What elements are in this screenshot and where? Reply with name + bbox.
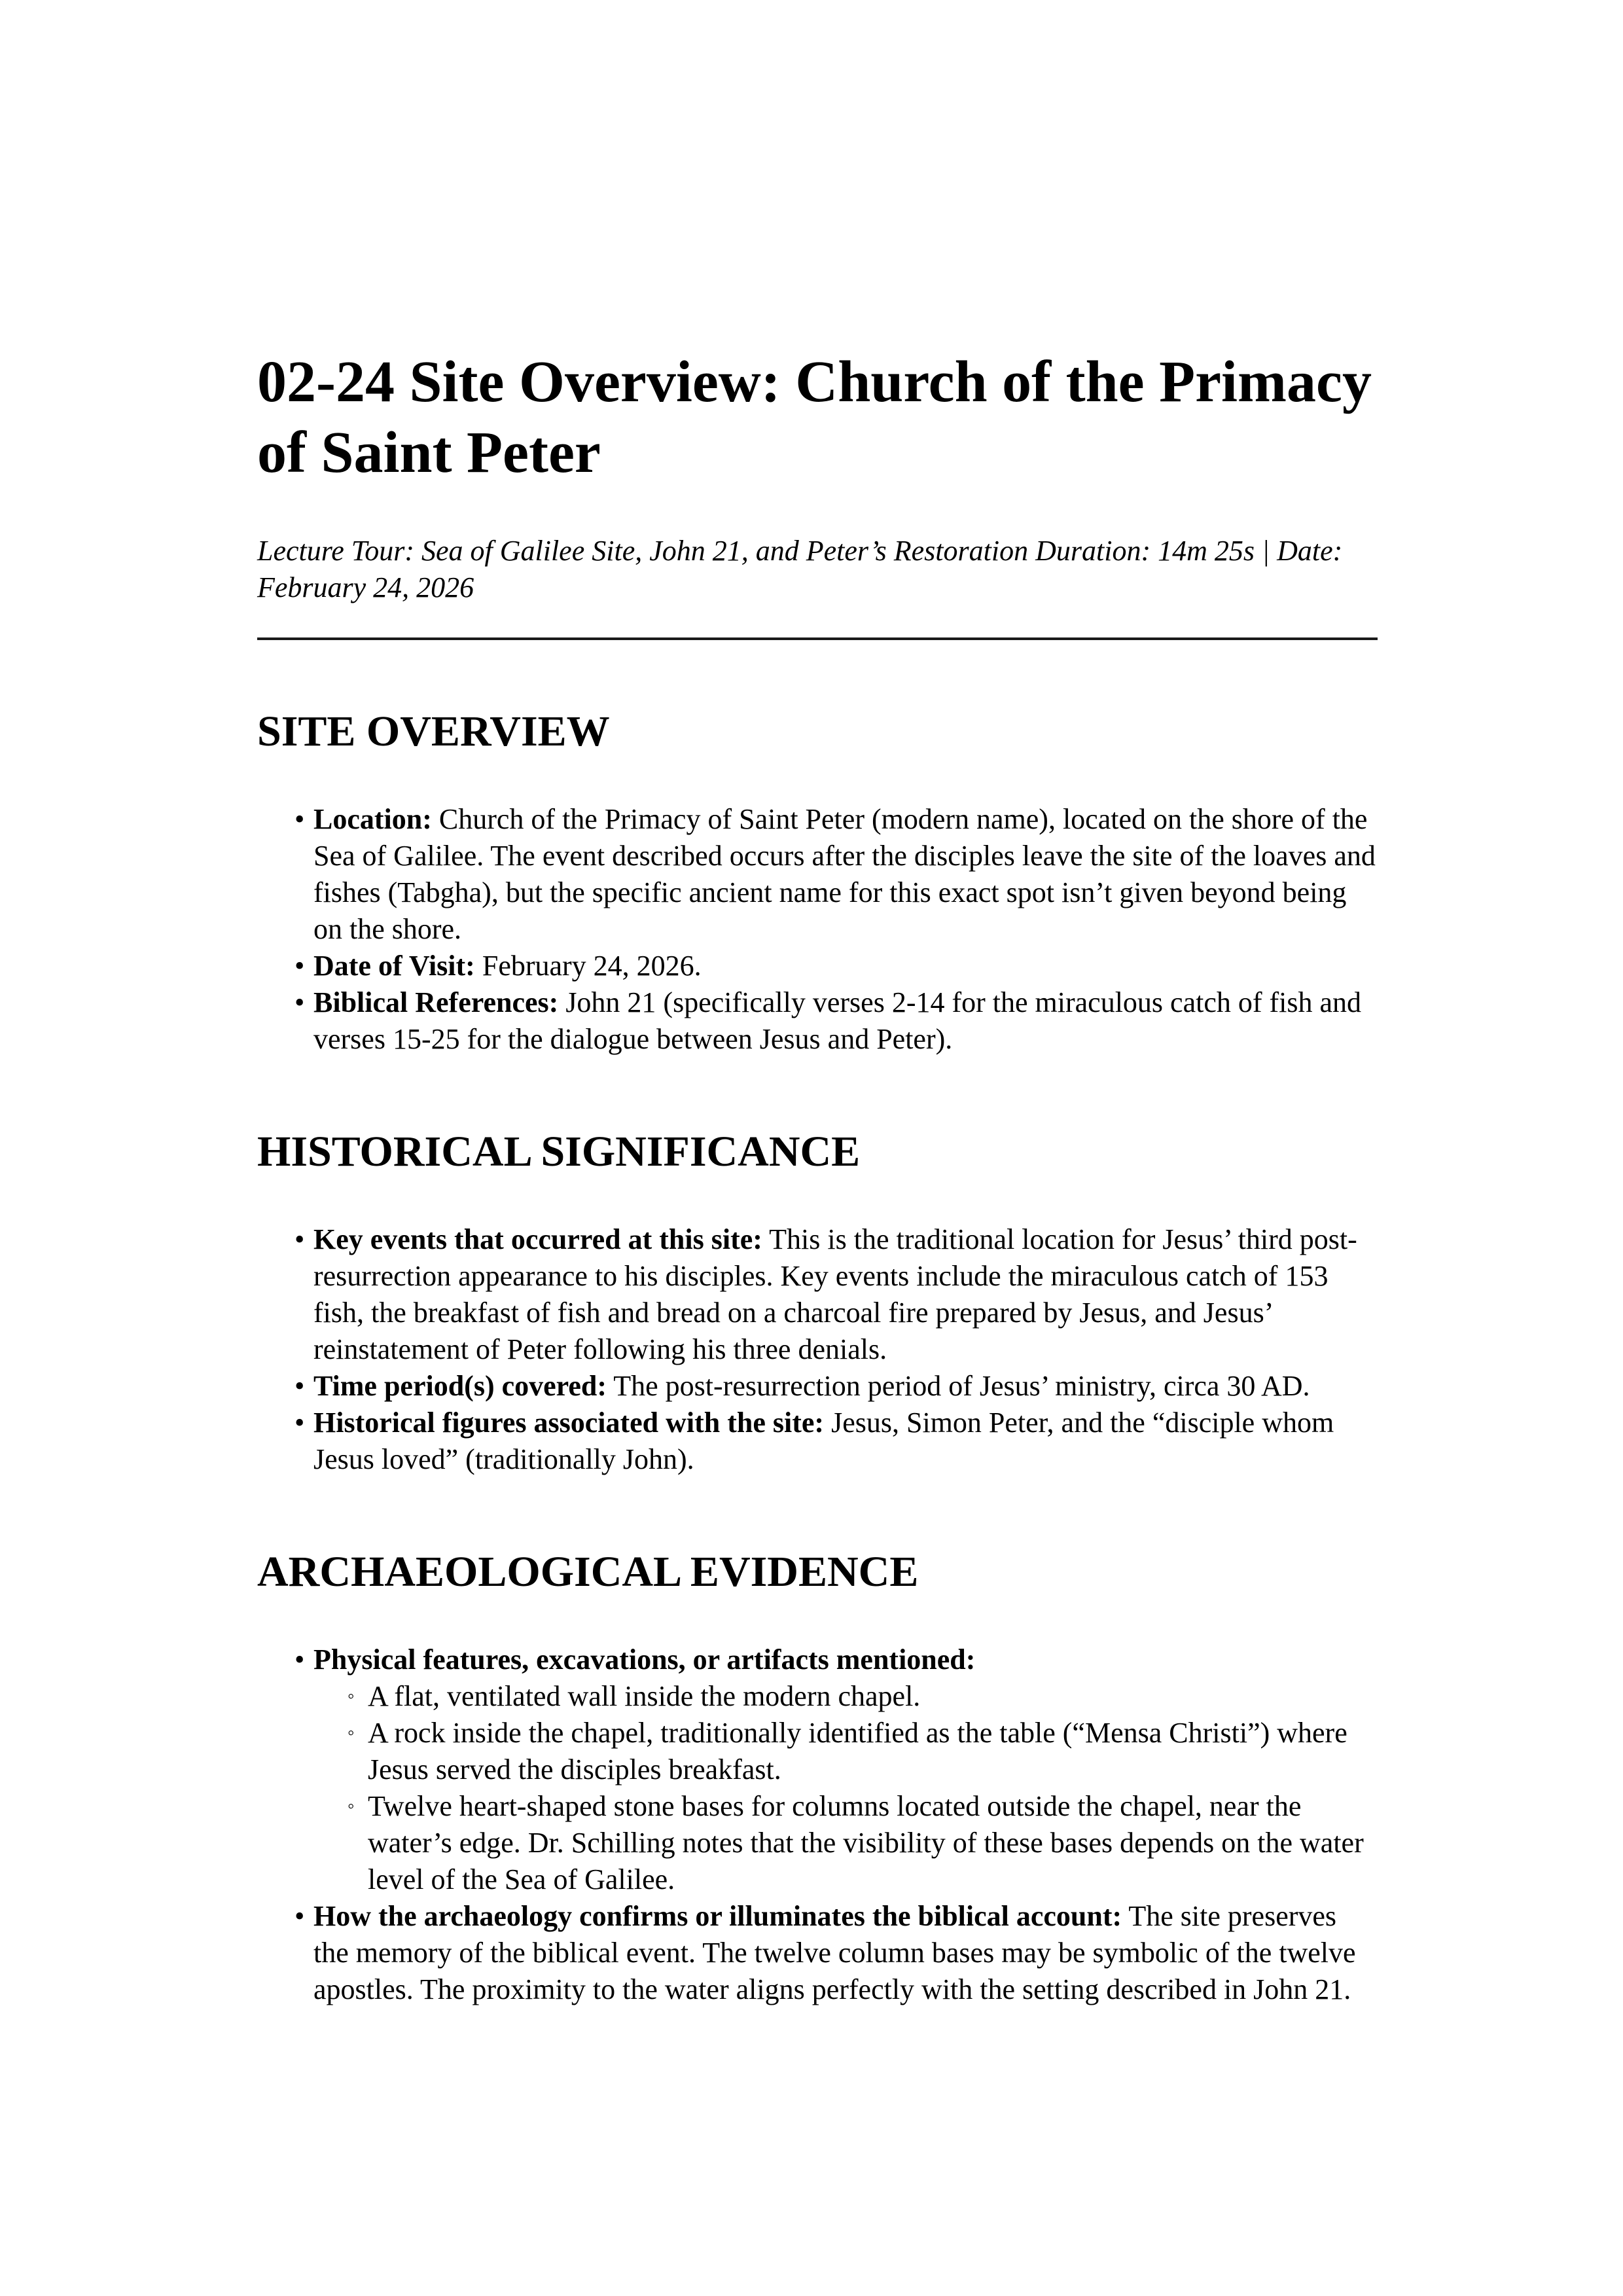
item-label: Key events that occurred at this site:	[313, 1223, 762, 1255]
item-label: How the archaeology confirms or illuminates the biblical account:	[313, 1900, 1122, 1932]
horizontal-rule	[257, 637, 1378, 640]
item-text: The post-resurrection period of Jesus’ ministry, circa 30 AD.	[607, 1370, 1310, 1402]
item-text: February 24, 2026.	[474, 950, 702, 982]
item-label: Biblical References:	[313, 986, 559, 1018]
document-subtitle: Lecture Tour: Sea of Galilee Site, John 21, and Peter’s Restoration Duration: 14m 25s | Date: February 24, 2026	[257, 535, 1343, 603]
sub-list-item: ◦ A flat, ventilated wall inside the modern chapel.	[313, 1678, 1378, 1715]
section-heading: HISTORICAL SIGNIFICANCE	[257, 1128, 861, 1175]
item-label: Date of Visit:	[313, 950, 475, 982]
item-text: Jesus, Simon Peter, and the “disciple whom Jesus loved” (traditionally John).	[313, 1407, 1334, 1475]
section-heading: SITE OVERVIEW	[257, 708, 610, 755]
item-text: John 21 (specifically verses 2-14 for the miraculous catch of fish and verses 15-25 for the dialogue between Jesus and Peter).	[313, 986, 1362, 1055]
item-label: Historical figures associated with the site:	[313, 1407, 825, 1439]
section-heading: ARCHAEOLOGICAL EVIDENCE	[257, 1548, 919, 1596]
document-title: 02-24 Site Overview: Church of the Primacy of Saint Peter	[257, 350, 1372, 485]
item-label: Location:	[313, 803, 432, 835]
item-label: Time period(s) covered:	[313, 1370, 607, 1402]
list-item	[257, 1221, 1378, 1368]
bullet-list	[257, 1641, 1378, 2008]
list-item	[257, 1405, 1378, 1478]
list-item	[257, 1368, 1378, 1405]
list-item	[257, 948, 1378, 984]
item-text: The site preserves the memory of the biblical event. The twelve column bases may be symbolic of the twelve apostles. The proximity to the water aligns perfectly with the setting described in John 21.	[313, 1900, 1356, 2005]
item-text: Church of the Primacy of Saint Peter (modern name), located on the shore of the Sea of Galilee. The event described occurs after the disciples leave the site of the loaves and fishes (Tabgha), but the specific ancient name for this exact spot isn’t given beyond being on the shore.	[313, 803, 1376, 945]
document-page	[257, 347, 1378, 2008]
list-item	[257, 801, 1378, 948]
section-site-overview	[257, 706, 1378, 1058]
section-historical-significance	[257, 1126, 1378, 1478]
list-item	[257, 1898, 1378, 2008]
list-item	[257, 1641, 1378, 1898]
item-text: This is the traditional location for Jesus’ third post-resurrection appearance to his disciples. Key events include the miraculous catch of 153 fish, the breakfast of fish and bread on a charcoal fire prepared by Jesus, and Jesus’ reinstatement of Peter following his three denials.	[313, 1223, 1357, 1365]
sub-bullet-list	[313, 1678, 1378, 1898]
list-item	[257, 984, 1378, 1058]
sub-list-item: ◦ A rock inside the chapel, traditionally identified as the table (“Mensa Christi”) where Jesus served the disciples breakfast.	[313, 1715, 1378, 1788]
bullet-list	[257, 801, 1378, 1058]
sub-list-item: ◦ Twelve heart-shaped stone bases for columns located outside the chapel, near the water’s edge. Dr. Schilling notes that the visibility of these bases depends on the water level of the Sea of Galilee.	[313, 1788, 1378, 1898]
section-archaeological-evidence	[257, 1546, 1378, 2008]
item-label: Physical features, excavations, or artifacts mentioned:	[313, 1643, 976, 1676]
bullet-list	[257, 1221, 1378, 1478]
